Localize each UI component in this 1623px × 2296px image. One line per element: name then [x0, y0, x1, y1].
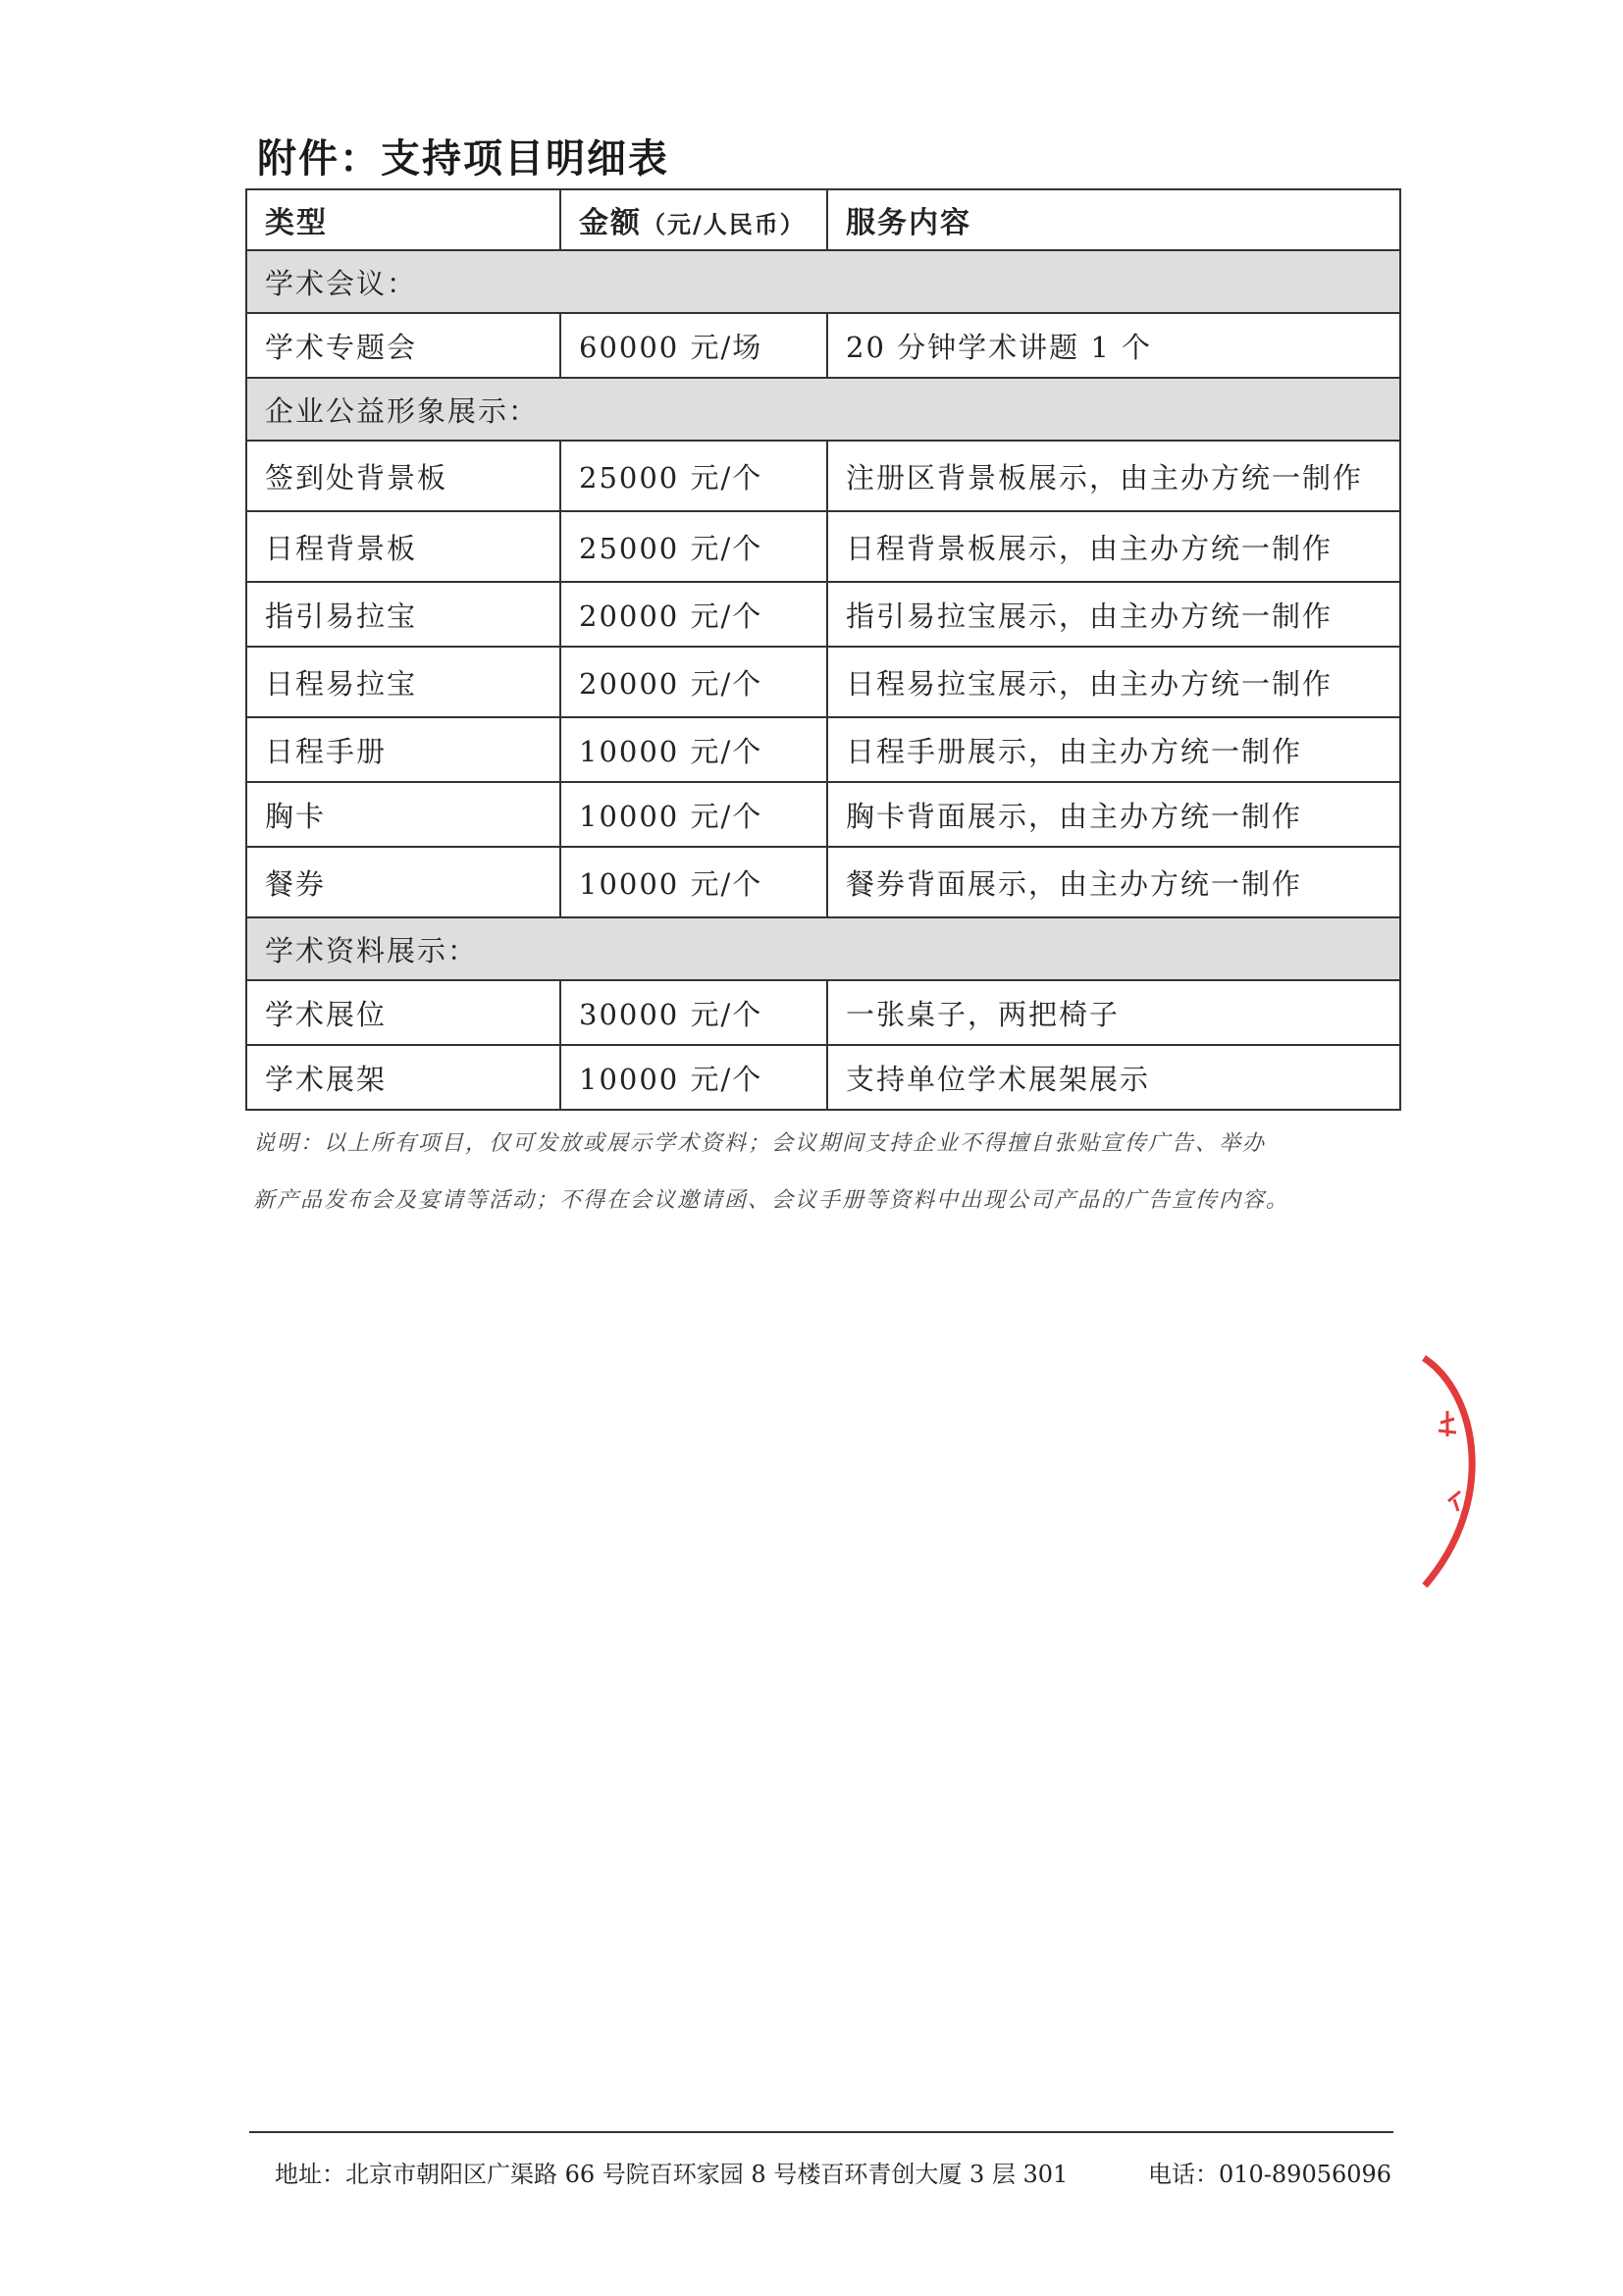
row-amount: 10000 元/个: [560, 1045, 827, 1110]
footer-address: 地址：北京市朝阳区广渠路 66 号院百环家园 8 号楼百环青创大厦 3 层 301: [275, 2161, 1069, 2188]
header-type: 类型: [246, 189, 560, 250]
section-row: [246, 250, 1400, 313]
row-amount: 20000 元/个: [560, 647, 827, 717]
section-row: [246, 378, 1400, 441]
row-type: 学术专题会: [246, 313, 560, 378]
row-amount: 25000 元/个: [560, 441, 827, 511]
row-type: 胸卡: [246, 782, 560, 847]
row-type: 日程易拉宝: [246, 647, 560, 717]
row-content: 支持单位学术展架展示: [827, 1045, 1400, 1110]
table-row: [246, 582, 1400, 647]
row-type: 学术展位: [246, 980, 560, 1045]
table-row: [246, 717, 1400, 782]
row-amount: 10000 元/个: [560, 782, 827, 847]
row-content: 20 分钟学术讲题 1 个: [827, 313, 1400, 378]
row-content: 注册区背景板展示，由主办方统一制作: [827, 441, 1400, 511]
footer-phone: 电话：010-89056096: [1148, 2161, 1392, 2188]
row-content: 日程手册展示，由主办方统一制作: [827, 717, 1400, 782]
row-content: 日程易拉宝展示，由主办方统一制作: [827, 647, 1400, 717]
section-title: 学术会议：: [246, 250, 1400, 313]
row-content: 一张桌子，两把椅子: [827, 980, 1400, 1045]
table-row: [246, 647, 1400, 717]
row-type: 餐券: [246, 847, 560, 917]
table-row: [246, 1045, 1400, 1110]
table-row: [246, 782, 1400, 847]
header-amount-unit: （元/人民币）: [642, 211, 806, 238]
row-amount: 25000 元/个: [560, 511, 827, 582]
row-amount: 10000 元/个: [560, 847, 827, 917]
table-header-row: [246, 189, 1400, 250]
row-content: 日程背景板展示，由主办方统一制作: [827, 511, 1400, 582]
table-row: [246, 847, 1400, 917]
row-type: 指引易拉宝: [246, 582, 560, 647]
row-amount: 10000 元/个: [560, 717, 827, 782]
row-content: 指引易拉宝展示，由主办方统一制作: [827, 582, 1400, 647]
row-type: 日程手册: [246, 717, 560, 782]
row-amount: 20000 元/个: [560, 582, 827, 647]
footer-divider: [249, 2131, 1393, 2133]
row-type: 日程背景板: [246, 511, 560, 582]
table-row: [246, 313, 1400, 378]
seal-arc: [1424, 1358, 1472, 1586]
header-amount-label: 金额: [579, 206, 642, 240]
seal-glyphs: [1439, 1411, 1460, 1511]
note-line-1: 说明：以上所有项目，仅可发放或展示学术资料；会议期间支持企业不得擅自张贴宣传广告、举办: [253, 1131, 1267, 1156]
section-title: 企业公益形象展示：: [246, 378, 1400, 441]
note-line-2: 新产品发布会及宴请等活动；不得在会议邀请函、会议手册等资料中出现公司产品的广告宣传内容。: [253, 1188, 1290, 1213]
page-title: 附件：支持项目明细表: [257, 136, 669, 182]
row-type: 签到处背景板: [246, 441, 560, 511]
table-row: [246, 980, 1400, 1045]
table-row: [246, 441, 1400, 511]
row-content: 胸卡背面展示，由主办方统一制作: [827, 782, 1400, 847]
row-amount: 30000 元/个: [560, 980, 827, 1045]
section-row: [246, 917, 1400, 980]
row-amount: 60000 元/场: [560, 313, 827, 378]
red-seal-stamp: [1419, 1354, 1497, 1590]
row-type: 学术展架: [246, 1045, 560, 1110]
header-amount: [560, 189, 827, 250]
table-row: [246, 511, 1400, 582]
support-items-table: [245, 188, 1401, 1111]
row-content: 餐券背面展示，由主办方统一制作: [827, 847, 1400, 917]
section-title: 学术资料展示：: [246, 917, 1400, 980]
header-content: 服务内容: [827, 189, 1400, 250]
